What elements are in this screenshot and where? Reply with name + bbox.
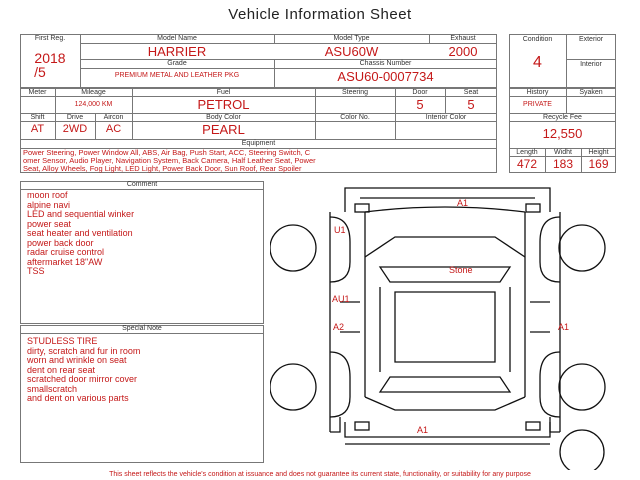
comment-line: power back door	[27, 237, 94, 248]
condition-label: Condition	[522, 36, 553, 43]
comment-line: power seat	[27, 218, 72, 229]
body-color-value: PEARL	[202, 122, 245, 137]
model-type-value: ASU60W	[324, 44, 379, 59]
disclaimer-text: This sheet reflects the vehicle's condition at issuance and does not guarantee its current state, functionality, or suitability for any purpose	[109, 471, 531, 478]
comment-line: moon roof	[27, 190, 68, 200]
right-side-panel	[530, 212, 560, 432]
grade-label: Grade	[167, 60, 187, 67]
door-value: 5	[416, 97, 424, 112]
chassis-label: Chassis Number	[359, 60, 412, 67]
grade-value: PREMIUM METAL AND LEATHER PKG	[114, 72, 240, 79]
damage-label: Stone	[449, 265, 473, 275]
recycle-label: Recycle Fee	[543, 114, 582, 121]
comment-label: Comment	[126, 181, 158, 188]
width-label: Widht	[554, 149, 572, 156]
height-label: Height	[588, 149, 609, 156]
special-note-line: dent on rear seat	[27, 364, 96, 375]
damage-label: A1	[558, 322, 570, 332]
first-reg-label: First Reg.	[34, 35, 66, 42]
interior-color-label: Interior Color	[425, 114, 467, 121]
wheel-front-right	[559, 225, 605, 271]
shift-value: AT	[30, 123, 45, 135]
color-no-label: Color No.	[340, 114, 370, 121]
special-note-line: smallscratch	[27, 383, 78, 394]
rear-bumper	[345, 422, 550, 444]
shift-label: Shift	[30, 114, 45, 121]
comment-list	[27, 191, 134, 277]
chassis-value: ASU60-0007734	[337, 69, 434, 84]
fuel-value: PETROL	[197, 97, 250, 112]
equipment-line: Power Steering, Power Window All, ABS, Air Bag, Push Start, ACC, Steering Switch, C	[23, 148, 311, 157]
height-value: 169	[588, 157, 609, 171]
mileage-value: 124,000 KM	[74, 101, 113, 108]
first-reg-year: 2018	[34, 50, 66, 66]
model-type-label: Model Type	[333, 35, 370, 42]
seat-label: Seat	[463, 89, 479, 96]
page-title: Vehicle Information Sheet	[228, 6, 412, 23]
equipment-line: Seat, Alloy Wheels, Fog Light, LED Light, Power Back Door, Sun Roof, Rear Spoiler	[23, 164, 302, 173]
special-note-line: STUDLESS TIRE	[27, 336, 98, 346]
special-note-line: worn and wrinkle on seat	[27, 355, 127, 365]
model-name-label: Model Name	[157, 35, 197, 42]
spare-wheel	[560, 430, 604, 470]
exhaust-label: Exhaust	[450, 35, 476, 42]
front-bumper	[345, 188, 550, 212]
drive-label: Drive	[66, 114, 84, 121]
comment-line: radar cruise control	[27, 247, 105, 257]
aircon-value: AC	[105, 123, 122, 135]
equipment-label: Equipment	[241, 140, 276, 147]
steering-label: Steering	[341, 89, 369, 96]
first-reg-month: /5	[34, 64, 46, 80]
drive-value: 2WD	[62, 123, 88, 135]
model-name-value: HARRIER	[147, 44, 207, 59]
damage-label: A1	[417, 425, 429, 435]
mileage-label: Mileage	[81, 89, 106, 96]
exhaust-value: 2000	[448, 44, 478, 59]
length-label: Length	[516, 149, 538, 156]
damage-label: A1	[457, 198, 469, 208]
comment-line: TSS	[27, 266, 45, 276]
fuel-label: Fuel	[216, 89, 231, 96]
condition-value: 4	[533, 54, 542, 71]
damage-label: A2	[333, 322, 345, 332]
damage-label: U1	[334, 225, 346, 235]
aircon-label: Aircon	[103, 114, 124, 121]
wheel-front-left	[270, 225, 316, 271]
body-color-label: Body Color	[206, 114, 241, 121]
car-body-top	[365, 207, 525, 410]
length-value: 472	[516, 157, 538, 171]
syaken-label: Syaken	[579, 89, 603, 96]
interior-label: Interior	[580, 61, 602, 68]
special-note-line: scratched door mirror cover	[27, 374, 138, 384]
equipment-line: omer Sensor, Audio Player, Navigation System, Back Camera, Half Leather Seat, Power	[23, 156, 316, 165]
equipment-list	[23, 149, 316, 173]
special-note-line: and dent on various parts	[27, 393, 129, 403]
width-value: 183	[552, 157, 574, 171]
seat-value: 5	[467, 97, 475, 112]
wheel-rear-left	[270, 364, 316, 410]
history-value: PRIVATE	[523, 101, 552, 108]
damage-label: AU1	[332, 294, 350, 304]
history-label: History	[526, 89, 549, 96]
comment-line: alpine navi	[27, 199, 71, 210]
comment-line: seat heater and ventilation	[27, 228, 133, 238]
special-note-list	[27, 337, 140, 404]
special-note-line: dirty, scratch and fur in room	[27, 345, 141, 356]
exterior-label: Exterior	[578, 36, 604, 43]
comment-line: aftermarket 18"AW	[27, 256, 103, 267]
comment-line: LED and sequential winker	[27, 209, 135, 219]
wheel-rear-right	[559, 364, 605, 410]
special-note-label: Special Note	[122, 325, 162, 332]
meter-label: Meter	[28, 89, 47, 96]
recycle-value: 12,550	[542, 126, 583, 141]
door-label: Door	[412, 89, 428, 96]
